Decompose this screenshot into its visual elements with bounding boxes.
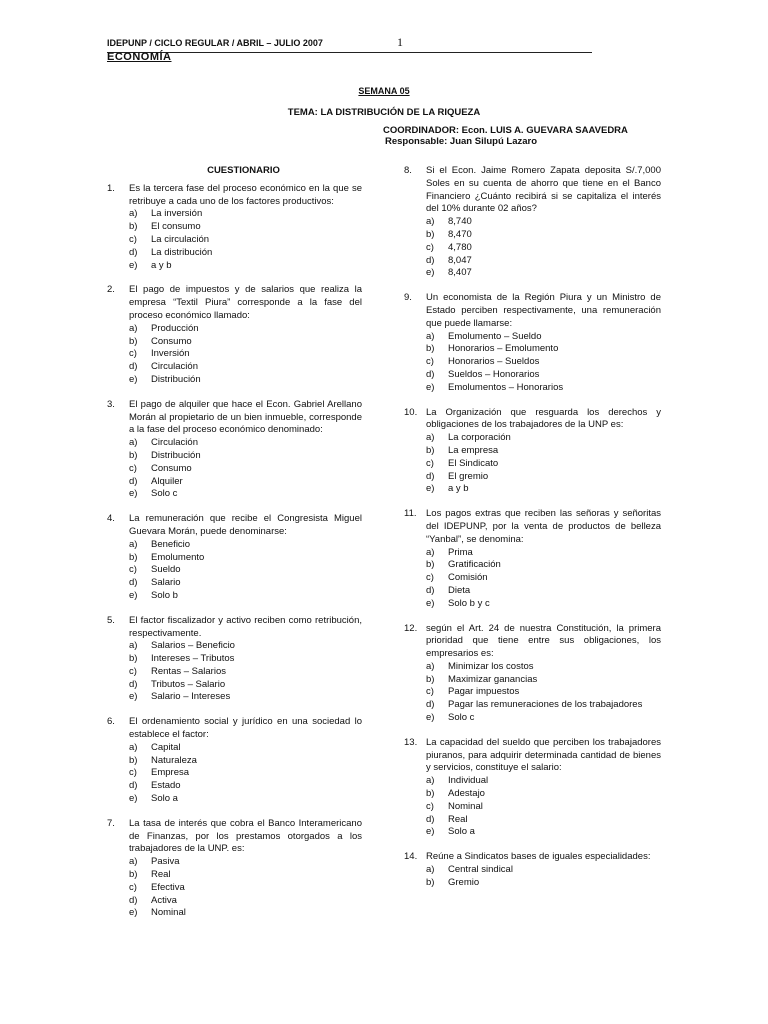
cuestionario-heading: CUESTIONARIO <box>207 165 280 176</box>
tema-title: TEMA: LA DISTRIBUCIÓN DE LA RIQUEZA <box>287 107 481 118</box>
question-item <box>107 183 362 273</box>
answer-option <box>129 691 362 704</box>
option-text: Real <box>151 869 171 881</box>
question-number: 8. <box>404 165 412 176</box>
answer-option <box>426 801 661 814</box>
option-letter: c) <box>426 457 434 469</box>
question-item <box>107 284 362 386</box>
question-body <box>129 615 362 705</box>
option-text: Central sindical <box>448 864 513 876</box>
answer-option <box>129 653 362 666</box>
answer-option <box>426 356 661 369</box>
answer-option <box>426 572 661 585</box>
option-letter: b) <box>129 551 138 563</box>
option-text: Maximizar ganancias <box>448 673 538 685</box>
question-stem: Los pagos extras que reciben las señoras y señoritas del IDEPUNP, por la venta de productos de belleza “Yanbal”, se denomina: <box>426 508 661 545</box>
option-letter: e) <box>426 267 435 279</box>
semana-label: SEMANA 05 <box>358 86 410 96</box>
option-text: Empresa <box>151 767 190 779</box>
question-body <box>129 716 362 806</box>
option-text: Prima <box>448 546 473 558</box>
option-text: Solo a <box>448 826 475 838</box>
option-text: 8,470 <box>448 228 472 240</box>
answer-option <box>426 547 661 560</box>
option-text: Sueldos – Honorarios <box>448 368 540 380</box>
option-text: Individual <box>448 775 489 787</box>
answer-option <box>129 450 362 463</box>
option-text: Solo c <box>151 488 178 500</box>
answer-option <box>426 255 661 268</box>
option-letter: d) <box>426 368 435 380</box>
answer-option <box>426 864 661 877</box>
option-letter: a) <box>426 864 435 876</box>
option-text: 8,407 <box>448 267 472 279</box>
answer-option <box>129 437 362 450</box>
option-text: La circulación <box>151 233 210 245</box>
question-body <box>426 292 661 394</box>
option-letter: d) <box>426 813 435 825</box>
option-text: 8,047 <box>448 254 472 266</box>
option-text: Consumo <box>151 462 192 474</box>
question-stem: Si el Econ. Jaime Romero Zapata deposita S/.7,000 Soles en su cuenta de ahorro que tiene en el Banco Financiero ¿Cuánto recibirá si se capitaliza el interés del 10% durante 02 años? <box>426 165 661 215</box>
responsible-name: Responsable: Juan Silupú Lazaro <box>385 136 538 147</box>
option-text: Emolumentos – Honorarios <box>448 381 564 393</box>
option-letter: c) <box>426 241 434 253</box>
answer-option <box>129 856 362 869</box>
option-text: Minimizar los costos <box>448 660 534 672</box>
option-letter: e) <box>129 373 138 385</box>
question-item <box>107 615 362 705</box>
option-text: Distribución <box>151 449 201 461</box>
answer-option <box>426 216 661 229</box>
option-letter: b) <box>129 221 138 233</box>
option-letter: c) <box>129 564 137 576</box>
question-stem: Un economista de la Región Piura y un Ministro de Estado perciben respectivamente, una remuneración que puede llamarse: <box>426 292 661 329</box>
question-body <box>426 165 661 280</box>
option-letter: c) <box>129 348 137 360</box>
answer-option <box>129 260 362 273</box>
answer-option <box>426 598 661 611</box>
option-text: Salarios – Beneficio <box>151 640 235 652</box>
option-text: Emolumento <box>151 551 205 563</box>
option-letter: a) <box>129 322 138 334</box>
option-text: Honorarios – Sueldos <box>448 356 540 368</box>
option-letter: b) <box>426 343 435 355</box>
option-letter: d) <box>426 699 435 711</box>
question-stem: El factor fiscalizador y activo reciben como retribución, respectivamente. <box>129 614 362 639</box>
answer-option <box>129 361 362 374</box>
option-letter: c) <box>129 462 137 474</box>
question-number: 13. <box>404 736 418 748</box>
answer-option <box>129 679 362 692</box>
option-text: a y b <box>448 483 469 495</box>
option-letter: c) <box>129 881 137 893</box>
answer-option <box>426 814 661 827</box>
option-text: Pasiva <box>151 856 180 868</box>
option-text: Circulación <box>151 437 198 449</box>
option-text: Gremio <box>448 876 480 888</box>
answer-option <box>129 882 362 895</box>
option-text: Estado <box>151 780 181 792</box>
answer-option <box>426 826 661 839</box>
left-column <box>107 165 362 932</box>
answer-option <box>129 348 362 361</box>
answer-option <box>426 788 661 801</box>
question-stem: El ordenamiento social y jurídico en una sociedad lo establece el factor: <box>129 716 362 741</box>
option-text: Pagar impuestos <box>448 686 520 698</box>
option-letter: a) <box>426 546 435 558</box>
answer-option <box>129 476 362 489</box>
question-number: 3. <box>107 398 115 410</box>
coordinator-name: COORDINADOR: Econ. LUIS A. GUEVARA SAAVEDRA <box>383 125 628 136</box>
question-body <box>129 183 362 273</box>
answer-option <box>129 247 362 260</box>
option-letter: b) <box>129 449 138 461</box>
answer-option <box>129 755 362 768</box>
question-number: 5. <box>107 614 115 626</box>
question-item <box>404 165 661 280</box>
option-letter: d) <box>129 678 138 690</box>
option-letter: d) <box>129 361 138 373</box>
answer-option <box>129 780 362 793</box>
option-letter: b) <box>129 869 138 881</box>
question-number: 4. <box>107 513 115 525</box>
question-body <box>129 513 362 603</box>
option-text: Inversión <box>151 348 190 360</box>
question-stem: La remuneración que recibe el Congresista Miguel Guevara Morán, puede denominarse: <box>129 513 362 537</box>
option-text: Consumo <box>151 335 192 347</box>
option-text: Nominal <box>151 907 186 919</box>
option-letter: d) <box>129 894 138 906</box>
option-letter: c) <box>426 800 434 812</box>
option-text: El consumo <box>151 221 201 233</box>
coordinator-block <box>383 125 628 147</box>
option-letter: a) <box>129 856 138 868</box>
question-body <box>129 399 362 501</box>
option-letter: a) <box>129 538 138 550</box>
option-letter: d) <box>426 254 435 266</box>
option-letter: e) <box>129 589 138 601</box>
question-number: 12. <box>404 622 418 634</box>
option-text: La empresa <box>448 444 499 456</box>
question-item <box>404 407 661 497</box>
question-number: 10. <box>404 406 418 418</box>
option-letter: e) <box>129 488 138 500</box>
answer-option <box>129 767 362 780</box>
answer-option <box>426 242 661 255</box>
answer-option <box>426 343 661 356</box>
option-text: Capital <box>151 741 181 753</box>
option-text: Producción <box>151 322 199 334</box>
option-letter: e) <box>129 793 138 805</box>
option-letter: d) <box>129 577 138 589</box>
answer-option <box>129 323 362 336</box>
option-text: Distribución <box>151 373 201 385</box>
question-item <box>404 851 661 889</box>
answer-option <box>129 208 362 221</box>
option-text: Circulación <box>151 361 198 373</box>
option-text: 4,780 <box>448 241 472 253</box>
option-letter: c) <box>129 767 137 779</box>
option-letter: b) <box>426 444 435 456</box>
question-item <box>404 737 661 839</box>
question-body <box>426 407 661 497</box>
option-letter: e) <box>426 826 435 838</box>
option-text: Beneficio <box>151 538 191 550</box>
option-text: Alquiler <box>151 475 183 487</box>
page-number: 1 <box>397 35 403 49</box>
option-letter: e) <box>129 691 138 703</box>
question-stem: Reúne a Sindicatos bases de iguales especialidades: <box>426 851 651 863</box>
question-stem: El pago de impuestos y de salarios que realiza la empresa “Textil Piura” corresponde a la fase del proceso económico llamado: <box>129 284 362 321</box>
answer-option <box>426 559 661 572</box>
option-text: Salario <box>151 577 181 589</box>
option-text: Gratificación <box>448 559 501 571</box>
question-number: 7. <box>107 817 115 829</box>
option-text: Emolumento – Sueldo <box>448 330 542 342</box>
option-letter: d) <box>129 246 138 258</box>
question-number: 11. <box>404 508 417 520</box>
option-text: 8,740 <box>448 216 472 228</box>
answer-option <box>426 877 661 890</box>
question-body <box>129 284 362 386</box>
answer-option <box>129 336 362 349</box>
option-text: La corporación <box>448 432 511 444</box>
question-body <box>426 737 661 839</box>
answer-option <box>129 552 362 565</box>
question-number: 1. <box>107 182 115 194</box>
answer-option <box>426 471 661 484</box>
option-text: Nominal <box>448 800 483 812</box>
answer-option <box>426 699 661 712</box>
option-text: Naturaleza <box>151 754 197 766</box>
option-letter: a) <box>129 741 138 753</box>
question-item <box>404 623 661 725</box>
option-text: Tributos – Salario <box>151 678 226 690</box>
answer-option <box>129 374 362 387</box>
answer-option <box>129 221 362 234</box>
option-text: Rentas – Salarios <box>151 665 226 677</box>
option-letter: e) <box>426 381 435 393</box>
option-text: Real <box>448 813 468 825</box>
answer-option <box>129 895 362 908</box>
answer-option <box>129 590 362 603</box>
answer-option <box>129 907 362 920</box>
answer-option <box>129 742 362 755</box>
option-letter: b) <box>426 673 435 685</box>
answer-option <box>426 331 661 344</box>
option-text: La distribución <box>151 246 213 258</box>
option-letter: a) <box>129 640 138 652</box>
answer-option <box>426 686 661 699</box>
answer-option <box>426 775 661 788</box>
question-number: 14. <box>404 851 418 863</box>
question-number: 2. <box>107 284 115 296</box>
option-letter: a) <box>426 432 435 444</box>
option-letter: a) <box>426 216 435 228</box>
option-letter: d) <box>426 584 435 596</box>
option-text: Sueldo <box>151 564 181 576</box>
running-header <box>107 35 592 53</box>
option-letter: a) <box>426 775 435 787</box>
option-letter: c) <box>426 356 434 368</box>
option-text: Solo a <box>151 793 178 805</box>
answer-option <box>426 445 661 458</box>
option-letter: e) <box>129 907 138 919</box>
option-letter: b) <box>426 788 435 800</box>
question-body <box>129 818 362 920</box>
question-item <box>107 716 362 806</box>
option-letter: c) <box>426 572 434 584</box>
right-column <box>404 165 661 902</box>
answer-option <box>426 674 661 687</box>
option-letter: a) <box>426 330 435 342</box>
option-letter: c) <box>129 665 137 677</box>
answer-option <box>129 463 362 476</box>
answer-option <box>129 488 362 501</box>
option-text: Comisión <box>448 572 488 584</box>
header-text: IDEPUNP / CICLO REGULAR / ABRIL – JULIO 2007 <box>107 38 323 48</box>
answer-option <box>426 712 661 725</box>
answer-option <box>129 869 362 882</box>
option-text: Intereses – Tributos <box>151 653 235 665</box>
option-text: Dieta <box>448 584 471 596</box>
option-text: Salario – Intereses <box>151 691 231 703</box>
question-stem: según el Art. 24 de nuestra Constitución, la primera prioridad que tiene entre sus obligaciones, los empresarios es: <box>426 622 661 660</box>
question-number: 9. <box>404 292 412 304</box>
question-stem: La Organización que resguarda los derechos y obligaciones de los trabajadores de la UNP es: <box>426 406 661 431</box>
answer-option <box>426 267 661 280</box>
option-letter: a) <box>129 208 138 220</box>
question-stem: El pago de alquiler que hace el Econ. Gabriel Arellano Morán al propietario de un bien inmueble, corresponde a la fase del proceso económico denominado: <box>129 398 362 436</box>
answer-option <box>426 483 661 496</box>
option-text: La inversión <box>151 208 203 220</box>
question-body <box>426 508 661 610</box>
option-letter: a) <box>129 437 138 449</box>
answer-option <box>129 564 362 577</box>
answer-option <box>129 793 362 806</box>
answer-option <box>129 234 362 247</box>
question-item <box>404 292 661 394</box>
option-text: Honorarios – Emolumento <box>448 343 559 355</box>
answer-option <box>426 458 661 471</box>
option-text: Solo c <box>448 712 475 724</box>
option-letter: c) <box>129 233 137 245</box>
option-text: Solo b <box>151 589 178 601</box>
option-letter: a) <box>426 660 435 672</box>
option-text: Pagar las remuneraciones de los trabajadores <box>448 699 643 711</box>
option-letter: b) <box>426 876 435 888</box>
question-item <box>107 399 362 501</box>
answer-option <box>426 661 661 674</box>
option-text: El Sindicato <box>448 457 499 469</box>
option-letter: b) <box>129 653 138 665</box>
answer-option <box>426 585 661 598</box>
answer-option <box>129 666 362 679</box>
option-letter: c) <box>426 686 434 698</box>
question-body <box>426 623 661 725</box>
answer-option <box>426 432 661 445</box>
answer-option <box>129 539 362 552</box>
option-letter: e) <box>426 597 435 609</box>
subject-title: ECONOMÍA <box>107 51 172 63</box>
option-text: Adestajo <box>448 788 485 800</box>
question-item <box>107 818 362 920</box>
option-letter: b) <box>426 228 435 240</box>
option-text: a y b <box>151 259 172 271</box>
option-letter: d) <box>426 470 435 482</box>
question-body <box>426 851 661 889</box>
answer-option <box>426 229 661 242</box>
option-letter: b) <box>129 754 138 766</box>
option-letter: e) <box>426 483 435 495</box>
option-letter: e) <box>129 259 138 271</box>
question-item <box>107 513 362 603</box>
option-letter: b) <box>129 335 138 347</box>
question-stem: Es la tercera fase del proceso económico en la que se retribuye a cada uno de los factores productivos: <box>129 182 362 207</box>
answer-option <box>129 577 362 590</box>
option-text: El gremio <box>448 470 489 482</box>
option-text: Activa <box>151 894 177 906</box>
answer-option <box>426 382 661 395</box>
question-stem: La tasa de interés que cobra el Banco Interamericano de Finanzas, por los prestamos otorgados a los trabajadores de la UNP. es: <box>129 817 362 855</box>
question-stem: La capacidad del sueldo que perciben los trabajadores piuranos, para adquirir determinada cantidad de bienes y servicios, constituye el salario: <box>426 736 661 774</box>
option-letter: d) <box>129 475 138 487</box>
option-text: Efectiva <box>151 881 185 893</box>
question-item <box>404 508 661 610</box>
answer-option <box>129 640 362 653</box>
option-letter: b) <box>426 559 435 571</box>
option-letter: e) <box>426 712 435 724</box>
answer-option <box>426 369 661 382</box>
question-number: 6. <box>107 716 115 728</box>
option-text: Solo b y c <box>448 597 490 609</box>
option-letter: d) <box>129 780 138 792</box>
